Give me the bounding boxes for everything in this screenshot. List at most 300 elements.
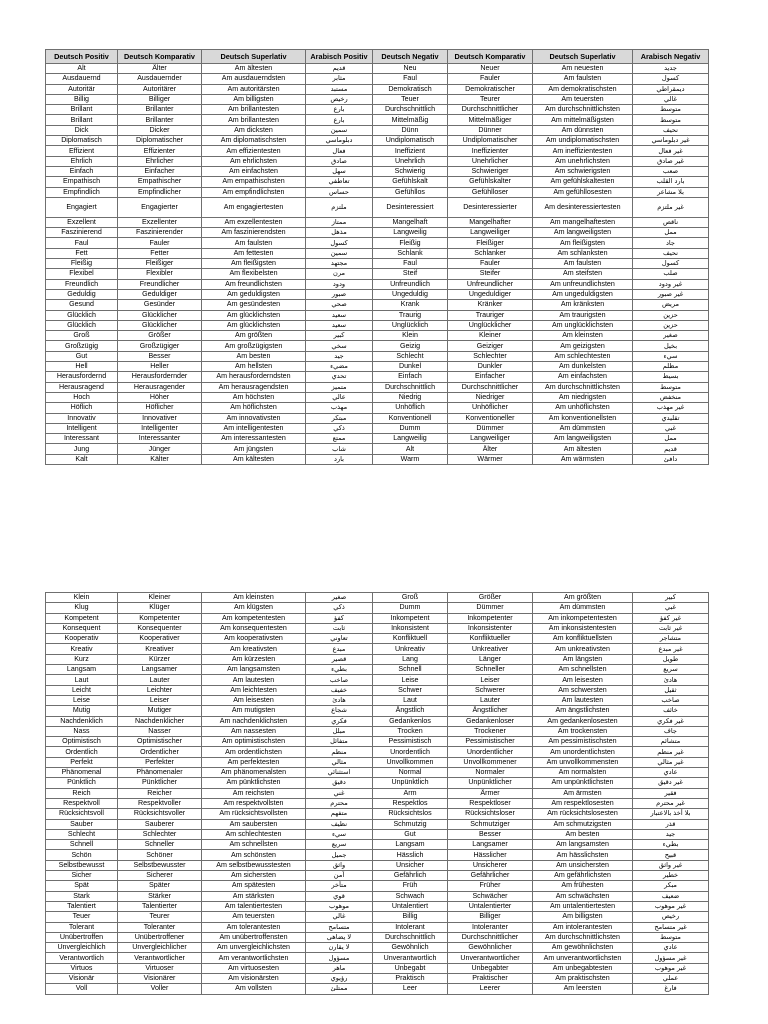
table-cell: Unhöflicher — [448, 403, 533, 413]
table-cell: Respektvoll — [46, 798, 118, 808]
table-cell: Schwieriger — [448, 166, 533, 176]
table-cell: Am klügsten — [202, 603, 306, 613]
table-cell: Kreativ — [46, 644, 118, 654]
table-cell: Dumm — [373, 603, 448, 613]
table-cell: ودود — [306, 279, 373, 289]
table-cell: موهوب — [306, 901, 373, 911]
table-cell: Am leichtesten — [202, 685, 306, 695]
header-deutsch-negativ: Deutsch Negativ — [373, 50, 448, 64]
table-cell: Glücklicher — [118, 310, 202, 320]
table-cell: Langsam — [46, 665, 118, 675]
table-header-row — [46, 50, 709, 64]
table-cell: Schwerer — [448, 685, 533, 695]
table-cell: Trockener — [448, 726, 533, 736]
table-cell: Sauber — [46, 819, 118, 829]
table-row — [46, 217, 709, 227]
table-cell: Trauriger — [448, 310, 533, 320]
table-cell: Am trockensten — [533, 726, 633, 736]
table-cell: Dünn — [373, 125, 448, 135]
table-cell: Fleißig — [373, 238, 448, 248]
table-row — [46, 943, 709, 953]
table-cell: مجتهد — [306, 259, 373, 269]
header-arabisch-negativ: Arabisch Negativ — [633, 50, 709, 64]
table-cell: Konfliktueller — [448, 634, 533, 644]
table-cell: Am intolerantesten — [533, 922, 633, 932]
table-cell: قذر — [633, 819, 709, 829]
table-cell: Am kleinsten — [202, 593, 306, 603]
table-1-body — [46, 64, 709, 465]
table-cell: شاب — [306, 444, 373, 454]
table-cell: نحيف — [633, 248, 709, 258]
table-row — [46, 248, 709, 258]
table-cell: ناقص — [633, 217, 709, 227]
table-cell: Am ineffizientesten — [533, 146, 633, 156]
table-cell: Unordentlicher — [448, 747, 533, 757]
table-row — [46, 747, 709, 757]
table-row — [46, 932, 709, 942]
table-cell: Kürzer — [118, 654, 202, 664]
table-cell: Billig — [373, 912, 448, 922]
table-cell: Am perfektesten — [202, 757, 306, 767]
table-cell: Herausragend — [46, 382, 118, 392]
table-cell: ذكي — [306, 603, 373, 613]
table-cell: Billiger — [448, 912, 533, 922]
table-cell: Teuer — [46, 912, 118, 922]
table-cell: Am schwersten — [533, 685, 633, 695]
table-cell: Am billigsten — [533, 912, 633, 922]
table-cell: Heller — [118, 362, 202, 372]
table-cell: Trocken — [373, 726, 448, 736]
table-cell: Gefährlich — [373, 871, 448, 881]
table-cell: غير محترم — [633, 798, 709, 808]
table-cell: Am pünktlichsten — [202, 778, 306, 788]
table-cell: Desinteressiert — [373, 197, 448, 217]
table-cell: صحي — [306, 300, 373, 310]
table-cell: رخيص — [633, 912, 709, 922]
table-cell: Schlecht — [46, 829, 118, 839]
table-cell: غير موهوب — [633, 901, 709, 911]
table-cell: غير ثابت — [633, 623, 709, 633]
table-cell: Am herausforderndsten — [202, 372, 306, 382]
table-cell: Laut — [46, 675, 118, 685]
table-cell: Am rücksichtslosesten — [533, 809, 633, 819]
table-cell: Gefühlskalter — [448, 177, 533, 187]
table-cell: Ordentlich — [46, 747, 118, 757]
table-cell: Größer — [118, 331, 202, 341]
table-cell: صلب — [633, 269, 709, 279]
table-cell: Am ältesten — [202, 64, 306, 74]
table-cell: Am gewöhnlichsten — [533, 943, 633, 953]
table-cell: شجاع — [306, 706, 373, 716]
table-cell: Gefühlskalt — [373, 177, 448, 187]
table-cell: Am durchschnittlichsten — [533, 105, 633, 115]
table-cell: دافئ — [633, 454, 709, 464]
adjective-table-2 — [45, 592, 709, 995]
table-cell: صعب — [633, 166, 709, 176]
table-cell: Unvollkommener — [448, 757, 533, 767]
table-cell: Pessimistisch — [373, 737, 448, 747]
table-cell: Faszinierender — [118, 228, 202, 238]
table-cell: عادي — [633, 768, 709, 778]
table-cell: Dümmer — [448, 423, 533, 433]
table-cell: Am billigsten — [202, 94, 306, 104]
table-cell: Am rücksichtsvollsten — [202, 809, 306, 819]
table-cell: غالي — [633, 94, 709, 104]
table-cell: هادئ — [306, 695, 373, 705]
table-cell: حزين — [633, 320, 709, 330]
table-row — [46, 973, 709, 983]
table-cell: مسؤول — [306, 953, 373, 963]
table-cell: كفؤ — [306, 613, 373, 623]
table-cell: Glücklicher — [118, 320, 202, 330]
table-cell: غير دبلوماسي — [633, 136, 709, 146]
table-row — [46, 105, 709, 115]
table-cell: Diplomatisch — [46, 136, 118, 146]
table-cell: Neuer — [448, 64, 533, 74]
table-cell: هادئ — [633, 675, 709, 685]
table-cell: سيء — [306, 829, 373, 839]
table-cell: دقيق — [306, 778, 373, 788]
table-cell: جديد — [633, 64, 709, 74]
table-cell: Am fettesten — [202, 248, 306, 258]
table-row — [46, 922, 709, 932]
table-cell: Am neuesten — [533, 64, 633, 74]
header-deutsch-superlativ-negativ: Deutsch Superlativ — [533, 50, 633, 64]
table-2-body — [46, 593, 709, 995]
table-row — [46, 187, 709, 197]
table-cell: صبور — [306, 289, 373, 299]
table-cell: Gedankenloser — [448, 716, 533, 726]
table-row — [46, 413, 709, 423]
table-cell: Am durchschnittlichsten — [533, 932, 633, 942]
table-cell: Ungeduldiger — [448, 289, 533, 299]
table-cell: Laut — [373, 695, 448, 705]
table-cell: Am brillantesten — [202, 115, 306, 125]
table-cell: Untalentierter — [448, 901, 533, 911]
table-cell: Am schlanksten — [533, 248, 633, 258]
table-cell: Durchschnittlicher — [448, 105, 533, 115]
table-cell: مهذب — [306, 403, 373, 413]
table-cell: Klein — [46, 593, 118, 603]
table-cell: بطيء — [306, 665, 373, 675]
table-cell: غير مهذب — [633, 403, 709, 413]
table-cell: Am kompetentesten — [202, 613, 306, 623]
header-deutsch-komparativ-negativ: Deutsch Komparativ — [448, 50, 533, 64]
table-cell: Am pessimistischsten — [533, 737, 633, 747]
table-cell: Unpünktlich — [373, 778, 448, 788]
table-cell: Am undiplomatischsten — [533, 136, 633, 146]
table-cell: Kreativer — [118, 644, 202, 654]
table-cell: نظيف — [306, 819, 373, 829]
table-cell: Am konsequentesten — [202, 623, 306, 633]
table-cell: Am schwierigsten — [533, 166, 633, 176]
table-cell: مبدع — [306, 644, 373, 654]
table-cell: Am unpünktlichsten — [533, 778, 633, 788]
table-cell: صغير — [633, 331, 709, 341]
table-cell: رخيص — [306, 94, 373, 104]
table-cell: Schmutziger — [448, 819, 533, 829]
table-row — [46, 706, 709, 716]
table-cell: Am dümmsten — [533, 603, 633, 613]
table-cell: Fett — [46, 248, 118, 258]
table-row — [46, 623, 709, 633]
table-cell: Leerer — [448, 984, 533, 994]
table-cell: Am geduldigsten — [202, 289, 306, 299]
table-cell: مضيء — [306, 362, 373, 372]
table-cell: Leiser — [448, 675, 533, 685]
table-cell: Rücksichtsvoller — [118, 809, 202, 819]
table-cell: قوي — [306, 891, 373, 901]
table-cell: Am gedankenlosesten — [533, 716, 633, 726]
table-cell: Pessimistischer — [448, 737, 533, 747]
table-cell: بارد — [306, 454, 373, 464]
table-cell: Lang — [373, 654, 448, 664]
table-cell: Schöner — [118, 850, 202, 860]
table-cell: بلا مشاعر — [633, 187, 709, 197]
table-cell: Am gefühlskaltesten — [533, 177, 633, 187]
table-row — [46, 963, 709, 973]
table-cell: Besser — [448, 829, 533, 839]
table-row — [46, 695, 709, 705]
table-cell: Gewöhnlicher — [448, 943, 533, 953]
table-cell: Großzügiger — [118, 341, 202, 351]
table-cell: Steifer — [448, 269, 533, 279]
table-cell: Voll — [46, 984, 118, 994]
table-cell: Reich — [46, 788, 118, 798]
table-cell: ديمقراطي — [633, 84, 709, 94]
table-row — [46, 716, 709, 726]
table-cell: Ausdauernder — [118, 74, 202, 84]
table-cell: Am reichsten — [202, 788, 306, 798]
table-cell: Talentierter — [118, 901, 202, 911]
table-cell: Interessant — [46, 434, 118, 444]
table-cell: Arm — [373, 788, 448, 798]
table-cell: صغير — [306, 593, 373, 603]
table-row — [46, 593, 709, 603]
table-cell: Sicherer — [118, 871, 202, 881]
table-cell: Dunkler — [448, 362, 533, 372]
table-cell: Am spätesten — [202, 881, 306, 891]
table-cell: Unordentlich — [373, 747, 448, 757]
table-cell: Spät — [46, 881, 118, 891]
table-cell: خفيف — [306, 685, 373, 695]
table-cell: سيء — [633, 351, 709, 361]
table-cell: بارع — [306, 115, 373, 125]
table-cell: Großzügig — [46, 341, 118, 351]
header-arabisch-positiv: Arabisch Positiv — [306, 50, 373, 64]
table-cell: غير واثق — [633, 860, 709, 870]
table-cell: Selbstbewusster — [118, 860, 202, 870]
table-cell: Am kältesten — [202, 454, 306, 464]
table-row — [46, 84, 709, 94]
table-cell: Am flexibelsten — [202, 269, 306, 279]
table-cell: قديم — [633, 444, 709, 454]
table-cell: Virtuos — [46, 963, 118, 973]
table-cell: جاد — [633, 238, 709, 248]
table-cell: Am empfindlichsten — [202, 187, 306, 197]
table-cell: غير منظم — [633, 747, 709, 757]
table-row — [46, 788, 709, 798]
table-cell: مبلل — [306, 726, 373, 736]
table-cell: غير دقيق — [633, 778, 709, 788]
table-row — [46, 238, 709, 248]
table-cell: Älter — [448, 444, 533, 454]
table-cell: Am gesündesten — [202, 300, 306, 310]
table-cell: Intoleranter — [448, 922, 533, 932]
table-cell: خائف — [633, 706, 709, 716]
table-cell: Am vollsten — [202, 984, 306, 994]
table-cell: Visionärer — [118, 973, 202, 983]
table-cell: Unsicherer — [448, 860, 533, 870]
table-row — [46, 634, 709, 644]
table-cell: متشاجر — [633, 634, 709, 644]
table-cell: Fleißig — [46, 259, 118, 269]
table-cell: مبتكر — [306, 413, 373, 423]
table-cell: Am nachdenklichsten — [202, 716, 306, 726]
header-deutsch-superlativ: Deutsch Superlativ — [202, 50, 306, 64]
table-cell: غني — [306, 788, 373, 798]
table-cell: Dümmer — [448, 603, 533, 613]
table-cell: ممل — [633, 228, 709, 238]
table-cell: Am niedrigsten — [533, 392, 633, 402]
table-cell: Brillant — [46, 115, 118, 125]
table-cell: Am inkonsistentesten — [533, 623, 633, 633]
table-cell: Schmutzig — [373, 819, 448, 829]
table-cell: متوسط — [633, 382, 709, 392]
table-cell: Kleiner — [448, 331, 533, 341]
table-row — [46, 829, 709, 839]
table-cell: Am unehrlichsten — [533, 156, 633, 166]
table-cell: Geduldiger — [118, 289, 202, 299]
table-cell: منخفض — [633, 392, 709, 402]
table-cell: Am engagiertesten — [202, 197, 306, 217]
table-cell: Am schnellsten — [533, 665, 633, 675]
table-cell: Langweiliger — [448, 228, 533, 238]
table-row — [46, 953, 709, 963]
header-deutsch-positiv: Deutsch Positiv — [46, 50, 118, 64]
table-cell: Groß — [373, 593, 448, 603]
table-cell: Am empathischsten — [202, 177, 306, 187]
table-cell: Am respektvollsten — [202, 798, 306, 808]
table-cell: Am virtuosesten — [202, 963, 306, 973]
table-cell: جيد — [633, 829, 709, 839]
table-cell: ممتلئ — [306, 984, 373, 994]
table-cell: Am kleinsten — [533, 331, 633, 341]
table-cell: Verantwortlicher — [118, 953, 202, 963]
table-cell: ماهر — [306, 963, 373, 973]
table-cell: Fleißiger — [118, 259, 202, 269]
table-cell: Schön — [46, 850, 118, 860]
table-cell: Am langweiligsten — [533, 228, 633, 238]
table-cell: Am dünnsten — [533, 125, 633, 135]
table-cell: Undiplomatisch — [373, 136, 448, 146]
table-cell: مبكر — [633, 881, 709, 891]
table-cell: Praktisch — [373, 973, 448, 983]
table-row — [46, 757, 709, 767]
table-row — [46, 197, 709, 217]
table-cell: Langweilig — [373, 434, 448, 444]
table-cell: Leicht — [46, 685, 118, 695]
table-cell: Am konventionellsten — [533, 413, 633, 423]
table-cell: ذكي — [306, 423, 373, 433]
table-row — [46, 125, 709, 135]
table-cell: Schwierig — [373, 166, 448, 176]
table-cell: Gesünder — [118, 300, 202, 310]
table-cell: Langsamer — [448, 840, 533, 850]
table-cell: Am unvollkommensten — [533, 757, 633, 767]
table-cell: Am glücklichsten — [202, 320, 306, 330]
table-cell: Unvollkommen — [373, 757, 448, 767]
table-cell: Am hellsten — [202, 362, 306, 372]
table-cell: Am glücklichsten — [202, 310, 306, 320]
table-cell: Empathisch — [46, 177, 118, 187]
table-row — [46, 685, 709, 695]
table-cell: سعيد — [306, 320, 373, 330]
table-cell: Schlecht — [373, 351, 448, 361]
table-cell: Unverantwortlich — [373, 953, 448, 963]
table-cell: غير مسؤول — [633, 953, 709, 963]
table-cell: Nachdenklicher — [118, 716, 202, 726]
table-cell: Leichter — [118, 685, 202, 695]
table-cell: Leer — [373, 984, 448, 994]
table-cell: Teurer — [448, 94, 533, 104]
table-row — [46, 289, 709, 299]
table-cell: Intolerant — [373, 922, 448, 932]
table-cell: Unfreundlich — [373, 279, 448, 289]
table-cell: Geiziger — [448, 341, 533, 351]
table-cell: Mangelhaft — [373, 217, 448, 227]
table-cell: Am teuersten — [533, 94, 633, 104]
table-cell: Respektloser — [448, 798, 533, 808]
table-cell: Langweilig — [373, 228, 448, 238]
table-cell: Am normalsten — [533, 768, 633, 778]
table-cell: Am dicksten — [202, 125, 306, 135]
table-cell: Wärmer — [448, 454, 533, 464]
table-cell: Mittelmäßiger — [448, 115, 533, 125]
table-cell: غير متسامح — [633, 922, 709, 932]
table-cell: Höflich — [46, 403, 118, 413]
table-cell: Voller — [118, 984, 202, 994]
table-cell: Kränker — [448, 300, 533, 310]
table-cell: Lauter — [118, 675, 202, 685]
table-cell: عادي — [633, 943, 709, 953]
table-cell: Einfach — [46, 166, 118, 176]
table-cell: كبير — [306, 331, 373, 341]
table-cell: Am ärmsten — [533, 788, 633, 798]
table-cell: Am untalentiertesten — [533, 901, 633, 911]
table-cell: تعاوني — [306, 634, 373, 644]
table-cell: Inkompetenter — [448, 613, 533, 623]
table-cell: Ängstlicher — [448, 706, 533, 716]
table-cell: Rücksichtsloser — [448, 809, 533, 819]
table-cell: Am besten — [202, 351, 306, 361]
table-cell: جاف — [633, 726, 709, 736]
table-cell: Demokratisch — [373, 84, 448, 94]
table-row — [46, 351, 709, 361]
table-cell: Mutig — [46, 706, 118, 716]
table-cell: Am ehrlichsten — [202, 156, 306, 166]
table-cell: Am sichersten — [202, 871, 306, 881]
table-cell: سمين — [306, 125, 373, 135]
table-row — [46, 860, 709, 870]
table-cell: فارغ — [633, 984, 709, 994]
table-row — [46, 809, 709, 819]
table-cell: Unfreundlicher — [448, 279, 533, 289]
table-row — [46, 912, 709, 922]
table-cell: Schlechter — [448, 351, 533, 361]
table-cell: Am brillantesten — [202, 105, 306, 115]
table-row — [46, 665, 709, 675]
